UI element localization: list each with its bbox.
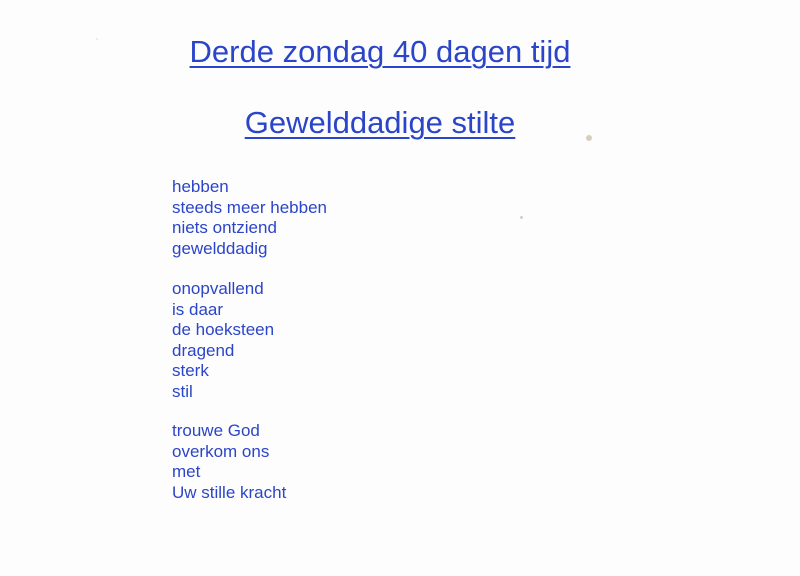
poem-line: trouwe God xyxy=(172,421,260,440)
poem-line: met xyxy=(172,462,201,481)
poem-line: overkom ons xyxy=(172,441,270,461)
poem-line: niets ontziend xyxy=(172,218,277,237)
poem-line: gewelddadig xyxy=(172,238,268,258)
poem-line: is daar xyxy=(172,299,224,319)
paper-speck xyxy=(96,38,98,40)
poem-line: sterk xyxy=(172,361,209,380)
poem-stanza-3 xyxy=(172,421,286,503)
poem-stanza-2 xyxy=(172,279,274,402)
poem-title: Gewelddadige stilte xyxy=(244,105,516,140)
poem-stanza-1 xyxy=(172,177,327,259)
poem-line: de hoeksteen xyxy=(172,320,275,339)
poem-line: hebben xyxy=(172,177,229,196)
paper-speck xyxy=(586,135,592,141)
poem-line: dragend xyxy=(172,340,235,360)
poem-line: steeds meer hebben xyxy=(172,197,327,217)
poem-line: Uw stille kracht xyxy=(172,482,287,502)
poem-line: onopvallend xyxy=(172,279,264,298)
page-title: Derde zondag 40 dagen tijd xyxy=(189,34,571,69)
paper-speck xyxy=(520,216,523,219)
poem-line: stil xyxy=(172,381,193,401)
